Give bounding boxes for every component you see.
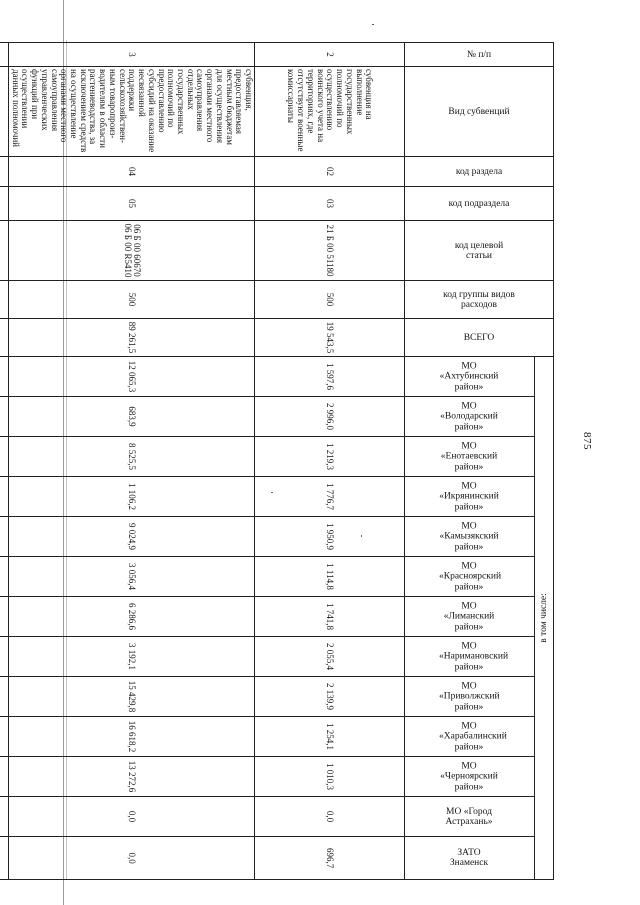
- mo-value: 2 139,9: [255, 677, 405, 717]
- header-mo-krasnoyarsky: МО «Красноярский район»: [405, 557, 535, 597]
- header-section: код раздела: [405, 157, 554, 187]
- empty-cell: [0, 797, 9, 837]
- empty-cell: [0, 281, 9, 319]
- subsection-code: 03: [255, 187, 405, 221]
- subvention-name: субвенция на выполнение государственных полномочий по осуществлению воинского учета на территориях, где отсутствуют военные комиссариаты: [255, 67, 405, 157]
- scan-artifact: [372, 24, 374, 25]
- mo-value: 0,0: [9, 797, 255, 837]
- header-mo-chernoyarsky: МО «Черноярский район»: [405, 757, 535, 797]
- header-num: № п/п: [405, 43, 554, 67]
- header-mo-akhtubinsky: МО «Ахтубинский район»: [405, 357, 535, 397]
- empty-cell: [0, 319, 9, 357]
- subsection-code: 05: [9, 187, 255, 221]
- target-code-line: 21 Б 00 51180: [325, 224, 336, 277]
- header-row-1: [535, 43, 554, 880]
- total-value: 19 543,5: [255, 319, 405, 357]
- target-code-line: 06 Б 00 60670: [132, 224, 143, 277]
- header-total: ВСЕГО: [405, 319, 554, 357]
- empty-cell: [0, 677, 9, 717]
- empty-cell: [0, 221, 9, 281]
- mo-value: 6 286,6: [9, 597, 255, 637]
- section-code: 04: [9, 157, 255, 187]
- mo-value: 696,7: [255, 837, 405, 880]
- mo-value: 1 597,6: [255, 357, 405, 397]
- header-mo-volodarsky: МО «Володарский район»: [405, 397, 535, 437]
- section-code: 02: [255, 157, 405, 187]
- header-mo-ikryaninsky: МО «Икрянинский район»: [405, 477, 535, 517]
- empty-cell: [0, 717, 9, 757]
- header-target: код целевой статьи: [405, 221, 554, 281]
- empty-cell: [0, 597, 9, 637]
- mo-value: 2 055,4: [255, 637, 405, 677]
- rotated-table-container: [10, 42, 554, 869]
- header-mo-kharabalinsky: МО «Харабалинский район»: [405, 717, 535, 757]
- mo-value: 16 618,2: [9, 717, 255, 757]
- subvention-name: субвенция, предоставляемая местным бюджетам для осуществления органами местного самоуправления отдельных государственных полномочий по предоставлению субсидий на оказание несвязанной поддержки сельскохозяйствен-ным товаропроиз-водителям в области растениеводства, за исключением средств на осуществление органами местного самоуправления управленческих функций при осуществлении данных полномочий: [9, 67, 255, 157]
- header-kind: Вид субвенций: [405, 67, 554, 157]
- mo-value: 1 106,2: [9, 477, 255, 517]
- target-code: [255, 221, 405, 281]
- header-zato-znamensk: ЗАТО Знаменск: [405, 837, 535, 880]
- table-row: [9, 43, 255, 880]
- empty-cell: [0, 43, 9, 67]
- header-subsection: код подраздела: [405, 187, 554, 221]
- empty-cell: [0, 757, 9, 797]
- mo-value: 12 065,3: [9, 357, 255, 397]
- empty-cell: [0, 397, 9, 437]
- empty-cell: [0, 157, 9, 187]
- mo-value: 1 741,8: [255, 597, 405, 637]
- header-mo-astrakhan: МО «Город Астрахань»: [405, 797, 535, 837]
- page-number: 875: [581, 432, 593, 450]
- mo-value: 3 192,1: [9, 637, 255, 677]
- mo-value: 0,0: [255, 797, 405, 837]
- group-code: 500: [9, 281, 255, 319]
- header-group: код группы видов расходов: [405, 281, 554, 319]
- total-value: 89 261,5: [9, 319, 255, 357]
- header-mo-limansky: МО «Лиманский район»: [405, 597, 535, 637]
- group-code: 500: [255, 281, 405, 319]
- mo-value: 683,9: [9, 397, 255, 437]
- mo-value: 1 776,7: [255, 477, 405, 517]
- empty-cell: [0, 517, 9, 557]
- mo-value: 1 950,9: [255, 517, 405, 557]
- empty-cell: [0, 477, 9, 517]
- mo-value: 15 429,8: [9, 677, 255, 717]
- mo-value: 1 010,3: [255, 757, 405, 797]
- header-mo-narimanovsky: МО «Наримановский район»: [405, 637, 535, 677]
- empty-cell: [0, 437, 9, 477]
- mo-value: 3 056,4: [9, 557, 255, 597]
- empty-cell: [0, 637, 9, 677]
- mo-value: 1 254,1: [255, 717, 405, 757]
- header-mo-kamyzyaksky: МО «Камызякский район»: [405, 517, 535, 557]
- row-number: 2: [255, 43, 405, 67]
- mo-value: 2 996,0: [255, 397, 405, 437]
- empty-cell: [0, 557, 9, 597]
- table-row-empty: [0, 43, 9, 880]
- mo-value: 0,0: [9, 837, 255, 880]
- mo-value: 13 272,6: [9, 757, 255, 797]
- mo-value: 1 114,8: [255, 557, 405, 597]
- row-number: 3: [9, 43, 255, 67]
- header-mo-enotaevsky: МО «Енотаевский район»: [405, 437, 535, 477]
- target-code-line: 06 Б 00 R5410: [122, 223, 133, 278]
- header-mo-privolzhsky: МО «Приволжский район»: [405, 677, 535, 717]
- mo-value: 9 024,9: [9, 517, 255, 557]
- target-code: [9, 221, 255, 281]
- header-including: в том числе:: [535, 357, 554, 880]
- empty-cell: [0, 357, 9, 397]
- mo-value: 8 525,5: [9, 437, 255, 477]
- empty-cell: [0, 67, 9, 157]
- empty-cell: [0, 187, 9, 221]
- subvention-table: [0, 42, 554, 880]
- mo-value: 1 219,3: [255, 437, 405, 477]
- table-row: [255, 43, 405, 880]
- empty-cell: [0, 837, 9, 880]
